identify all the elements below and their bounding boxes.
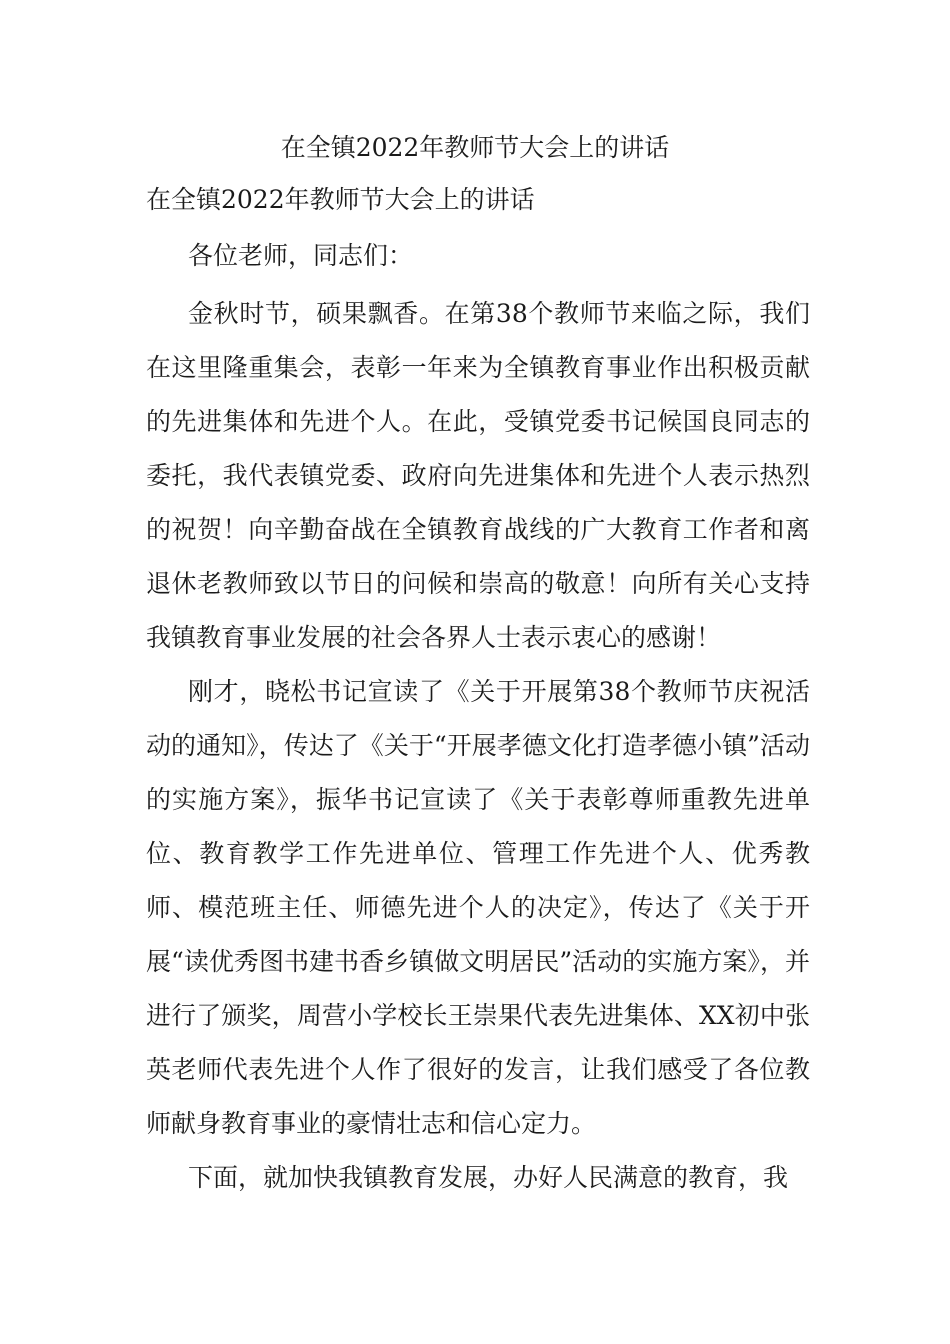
document-subtitle: 在全镇2022年教师节大会上的讲话 [146, 185, 535, 214]
document-body [146, 229, 810, 1205]
paragraph-continuation: 下面，就加快我镇教育发展，办好人民满意的教育，我 [188, 1163, 789, 1192]
paragraph-review: 刚才，晓松书记宣读了《关于开展第38个教师节庆祝活动的通知》，传达了《关于“开展孝德文化打造孝德小镇”活动的实施方案》，振华书记宣读了《关于表彰尊师重教先进单位、教育教学工作先进单位、管理工作先进个人、优秀教师、模范班主任、师德先进个人的决定》，传达了《关于开展“读优秀图书建书香乡镇做文明居民”活动的实施方案》，并进行了颁奖，周营小学校长王崇果代表先进集体、XX初中张英老师代表先进个人作了很好的发言，让我们感受了各位教师献身教育事业的豪情壮志和信心定力。 [146, 677, 810, 1138]
greeting: 各位老师，同志们： [188, 241, 414, 270]
document-title: 在全镇2022年教师节大会上的讲话 [280, 133, 670, 162]
paragraph-opening: 金秋时节，硕果飘香。在第38个教师节来临之际，我们在这里隆重集会，表彰一年来为全镇教育事业作出积极贡献的先进集体和先进个人。在此，受镇党委书记候国良同志的委托，我代表镇党委、政府向先进集体和先进个人表示热烈的祝贺！向辛勤奋战在全镇教育战线的广大教育工作者和离退休老教师致以节日的问候和崇高的敬意！向所有关心支持我镇教育事业发展的社会各界人士表示衷心的感谢！ [146, 299, 810, 652]
